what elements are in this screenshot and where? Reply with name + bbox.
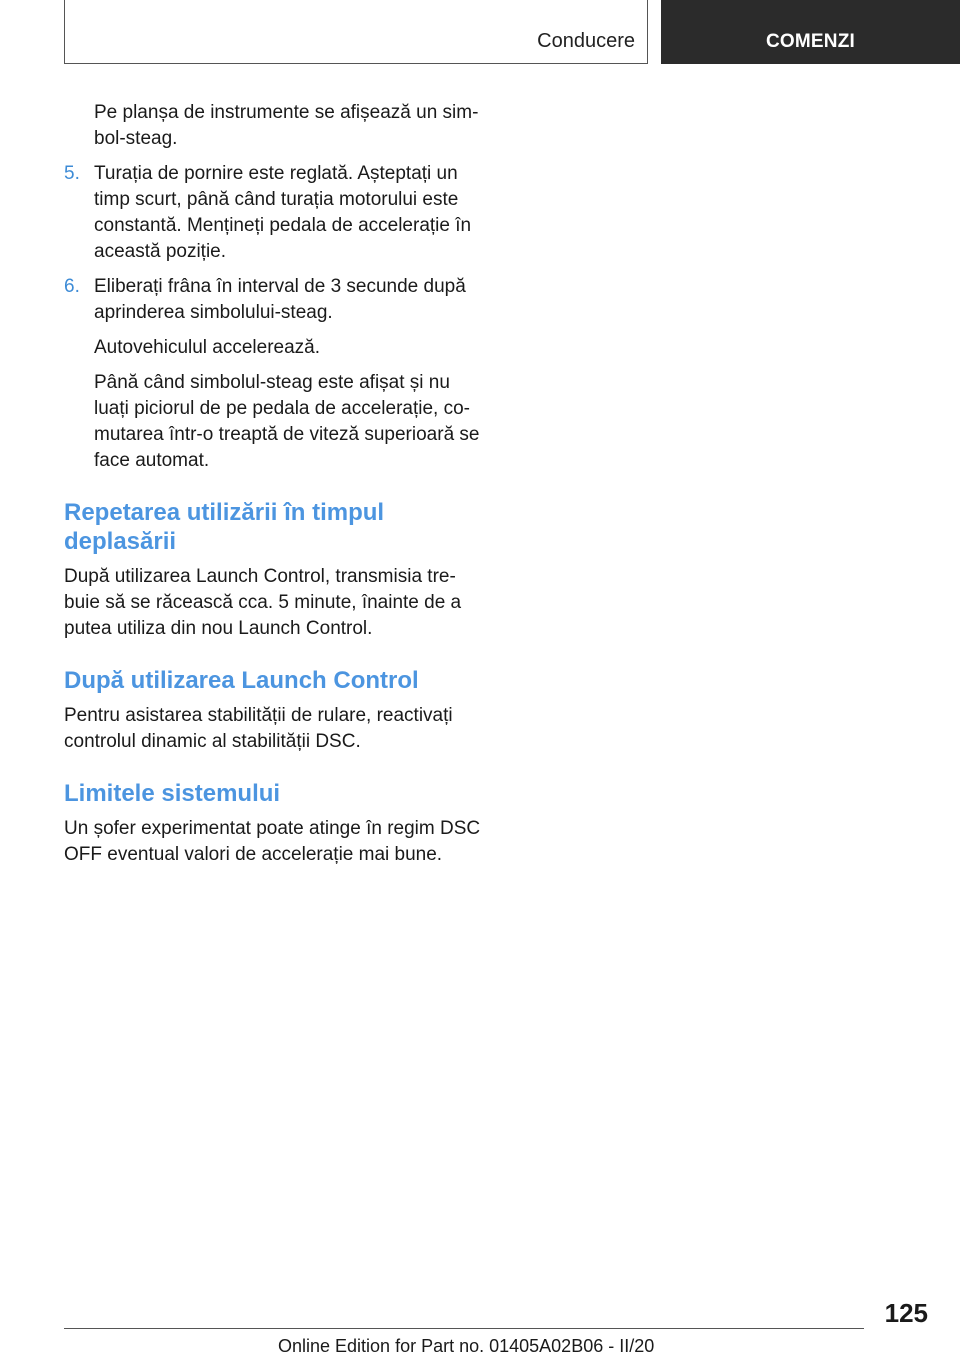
page-number: 125 bbox=[884, 1298, 928, 1328]
step-body bbox=[94, 161, 484, 265]
step-number: 5. bbox=[64, 163, 80, 184]
section-heading: Repetarea utilizării în timpul deplasării bbox=[64, 499, 385, 555]
header-chapter-tab bbox=[661, 0, 960, 64]
section-paragraph: Un șofer experimentat poate atinge în regim DSC OFF eventual valori de accelerație mai bune. bbox=[64, 818, 481, 865]
page-content bbox=[64, 100, 484, 877]
intro-paragraph: Pe planșa de instrumente se afișează un sim- bol-steag. bbox=[94, 102, 479, 149]
section-label: Conducere bbox=[537, 30, 635, 52]
step-paragraph: Eliberați frâna în interval de 3 secunde după aprinderea simbolului-steag. bbox=[94, 276, 466, 323]
header-section-box bbox=[64, 0, 648, 64]
step-paragraph: Autovehiculul accelerează. bbox=[94, 337, 321, 358]
section-heading: Limitele sistemului bbox=[64, 780, 281, 807]
section-paragraph: După utilizarea Launch Control, transmisia tre- buie să se răcească cca. 5 minute, înainte de a putea utiliza din nou Launch Control. bbox=[64, 566, 462, 639]
step-6 bbox=[64, 274, 484, 474]
section-heading: După utilizarea Launch Control bbox=[64, 667, 419, 694]
step-number: 6. bbox=[64, 276, 80, 297]
section-paragraph: Pentru asistarea stabilității de rulare, reactivați controlul dinamic al stabilității DSC. bbox=[64, 705, 453, 752]
step-body bbox=[94, 274, 484, 474]
step-5 bbox=[64, 161, 484, 265]
edition-footer: Online Edition for Part no. 01405A02B06 - II/20 bbox=[278, 1336, 655, 1356]
step-paragraph: Turația de pornire este reglată. Așteptați un timp scurt, până când turația motorului este constantă. Mențineți pedala de accelerație în această poziție. bbox=[94, 163, 472, 262]
chapter-label: COMENZI bbox=[765, 31, 855, 52]
footer-divider bbox=[64, 1328, 864, 1329]
step-paragraph: Până când simbolul-steag este afișat și nu luați piciorul de pe pedala de accelerație, co- mutarea într-o treaptă de viteză superioară se face automat. bbox=[94, 372, 480, 471]
